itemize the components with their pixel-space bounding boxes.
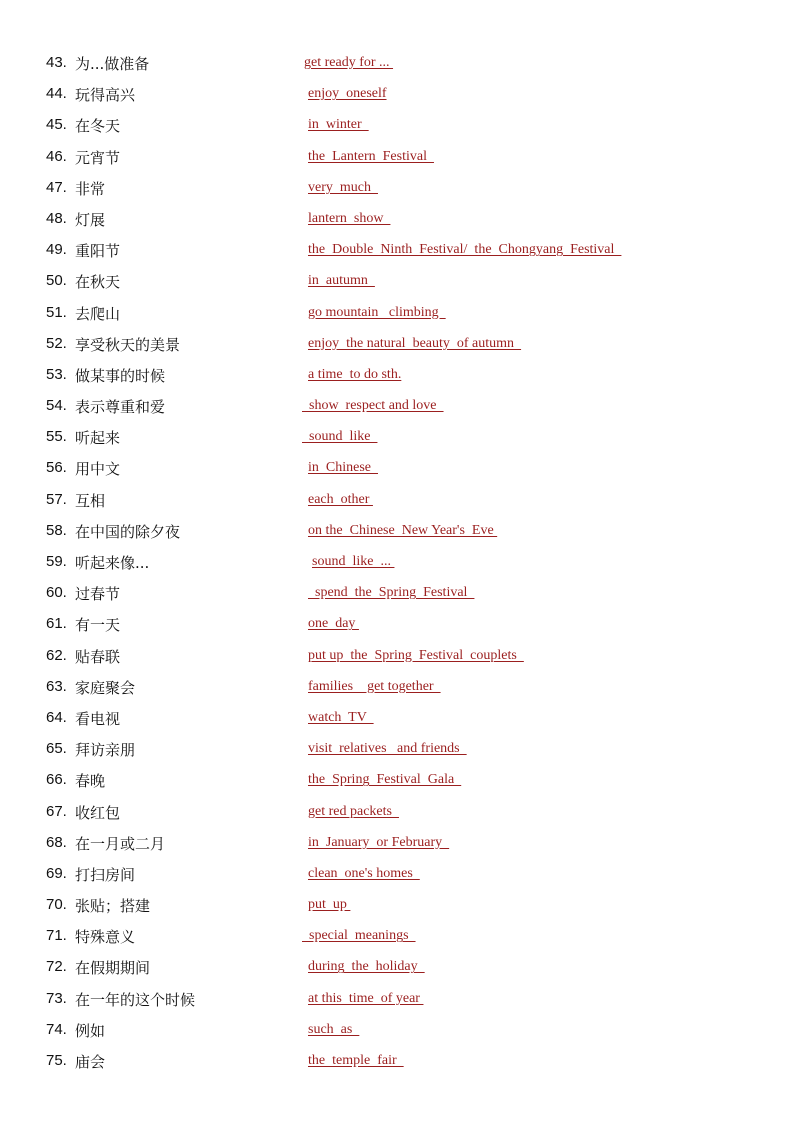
item-number: 48. — [46, 209, 67, 227]
list-item — [0, 360, 794, 391]
item-number: 62. — [46, 646, 67, 664]
english-answer: clean one's homes — [308, 865, 420, 881]
chinese-term: 张贴；搭建 — [75, 897, 151, 916]
item-number: 52. — [46, 334, 67, 352]
list-item — [0, 79, 794, 110]
list-item — [0, 48, 794, 79]
list-item — [0, 859, 794, 890]
chinese-term: 元宵节 — [75, 148, 121, 167]
english-answer: such as — [308, 1021, 360, 1037]
list-item — [0, 235, 794, 266]
chinese-term: 非常 — [75, 179, 106, 198]
list-item — [0, 453, 794, 484]
item-number: 61. — [46, 615, 67, 633]
english-answer: in autumn — [308, 273, 375, 289]
item-number: 56. — [46, 459, 67, 477]
list-item — [0, 516, 794, 547]
item-number: 47. — [46, 178, 67, 196]
list-item — [0, 641, 794, 672]
item-number: 46. — [46, 147, 67, 165]
list-item — [0, 797, 794, 828]
chinese-term: 收红包 — [75, 803, 121, 822]
english-answer: in January or February — [308, 834, 450, 850]
item-number: 43. — [46, 54, 67, 71]
english-answer: visit relatives and friends — [308, 741, 467, 757]
vocabulary-list — [0, 48, 794, 1077]
list-item — [0, 984, 794, 1015]
english-answer: in winter — [308, 117, 369, 133]
list-item — [0, 298, 794, 329]
chinese-term: 用中文 — [75, 460, 121, 479]
chinese-term: 贴春联 — [75, 647, 121, 666]
list-item — [0, 485, 794, 516]
english-answer: watch TV — [308, 709, 374, 725]
chinese-term: 过春节 — [75, 585, 121, 604]
item-number: 75. — [46, 1052, 67, 1069]
chinese-term: 玩得高兴 — [75, 86, 136, 105]
english-answer: in Chinese — [308, 460, 378, 476]
english-answer: each other — [308, 491, 373, 507]
chinese-term: 在一年的这个时候 — [75, 990, 196, 1009]
chinese-term: 特殊意义 — [75, 928, 136, 947]
chinese-term: 打扫房间 — [75, 865, 136, 884]
chinese-term: 拜访亲朋 — [75, 741, 136, 760]
chinese-term: 灯展 — [75, 210, 106, 229]
chinese-term: 重阳节 — [75, 242, 121, 261]
english-answer: lantern show — [308, 210, 391, 226]
list-item — [0, 1046, 794, 1077]
list-item — [0, 329, 794, 360]
item-number: 64. — [46, 708, 67, 726]
list-item — [0, 734, 794, 765]
item-number: 63. — [46, 677, 67, 695]
item-number: 59. — [46, 553, 67, 570]
chinese-term: 在一月或二月 — [75, 834, 166, 853]
item-number: 74. — [46, 1020, 67, 1038]
item-number: 72. — [46, 958, 67, 976]
item-number: 49. — [46, 241, 67, 259]
list-item — [0, 547, 794, 578]
english-answer: get red packets — [308, 803, 399, 819]
list-item — [0, 391, 794, 422]
english-answer: families get together — [308, 678, 441, 694]
list-item — [0, 142, 794, 173]
english-answer: the Spring Festival Gala — [308, 772, 462, 788]
item-number: 68. — [46, 833, 67, 851]
english-answer: put up — [308, 897, 351, 913]
item-number: 69. — [46, 864, 67, 882]
english-answer: one day — [308, 616, 359, 632]
english-answer: a time to do sth. — [308, 366, 402, 382]
list-item — [0, 890, 794, 921]
chinese-term: 互相 — [75, 491, 106, 510]
chinese-term: 家庭聚会 — [75, 678, 136, 697]
english-answer: special meanings — [302, 928, 416, 944]
english-answer: go mountain climbing — [308, 304, 446, 320]
chinese-term: 有一天 — [75, 616, 121, 635]
chinese-term: 做某事的时候 — [75, 366, 166, 385]
item-number: 44. — [46, 85, 67, 103]
chinese-term: 在假期期间 — [75, 959, 151, 978]
item-number: 51. — [46, 303, 67, 321]
chinese-term: 表示尊重和爱 — [75, 398, 166, 417]
list-item — [0, 828, 794, 859]
english-answer: on the Chinese New Year's Eve — [308, 522, 498, 538]
item-number: 67. — [46, 802, 67, 820]
english-answer: show respect and love — [302, 398, 444, 414]
english-answer: during the holiday — [308, 959, 425, 975]
chinese-term: 在中国的除夕夜 — [75, 522, 181, 541]
english-answer: the Double Ninth Festival/ the Chongyang Festival — [308, 242, 622, 258]
english-answer: enjoy oneself — [308, 86, 387, 102]
item-number: 55. — [46, 428, 67, 446]
english-answer: put up the Spring Festival couplets — [308, 647, 524, 663]
english-answer: the temple fair — [308, 1053, 404, 1068]
chinese-term: 享受秋天的美景 — [75, 335, 181, 354]
chinese-term: 在秋天 — [75, 273, 121, 292]
item-number: 73. — [46, 989, 67, 1007]
item-number: 70. — [46, 896, 67, 914]
item-number: 58. — [46, 521, 67, 539]
chinese-term: 为...做准备 — [75, 55, 150, 73]
chinese-term: 去爬山 — [75, 304, 121, 323]
english-answer: sound like — [302, 429, 378, 445]
item-number: 65. — [46, 740, 67, 758]
chinese-term: 听起来像... — [75, 554, 150, 572]
english-answer: sound like ... — [312, 554, 395, 569]
english-answer: get ready for ... — [304, 55, 394, 70]
list-item — [0, 921, 794, 952]
english-answer: enjoy the natural beauty of autumn — [308, 335, 522, 351]
english-answer: the Lantern Festival — [308, 148, 434, 164]
item-number: 57. — [46, 490, 67, 508]
english-answer: spend the Spring Festival — [308, 585, 475, 601]
list-item — [0, 703, 794, 734]
list-item — [0, 204, 794, 235]
list-item — [0, 952, 794, 983]
list-item — [0, 578, 794, 609]
chinese-term: 例如 — [75, 1021, 106, 1040]
item-number: 66. — [46, 771, 67, 789]
item-number: 45. — [46, 116, 67, 134]
item-number: 71. — [46, 927, 67, 945]
list-item — [0, 1015, 794, 1046]
english-answer: at this time of year — [308, 990, 424, 1006]
list-item — [0, 765, 794, 796]
chinese-term: 庙会 — [75, 1053, 106, 1071]
list-item — [0, 422, 794, 453]
item-number: 50. — [46, 272, 67, 290]
item-number: 53. — [46, 365, 67, 383]
item-number: 54. — [46, 397, 67, 415]
chinese-term: 看电视 — [75, 709, 121, 728]
list-item — [0, 110, 794, 141]
english-answer: very much — [308, 179, 378, 195]
list-item — [0, 672, 794, 703]
list-item — [0, 173, 794, 204]
chinese-term: 春晚 — [75, 772, 106, 791]
chinese-term: 在冬天 — [75, 117, 121, 136]
chinese-term: 听起来 — [75, 429, 121, 448]
list-item — [0, 266, 794, 297]
item-number: 60. — [46, 584, 67, 602]
list-item — [0, 609, 794, 640]
